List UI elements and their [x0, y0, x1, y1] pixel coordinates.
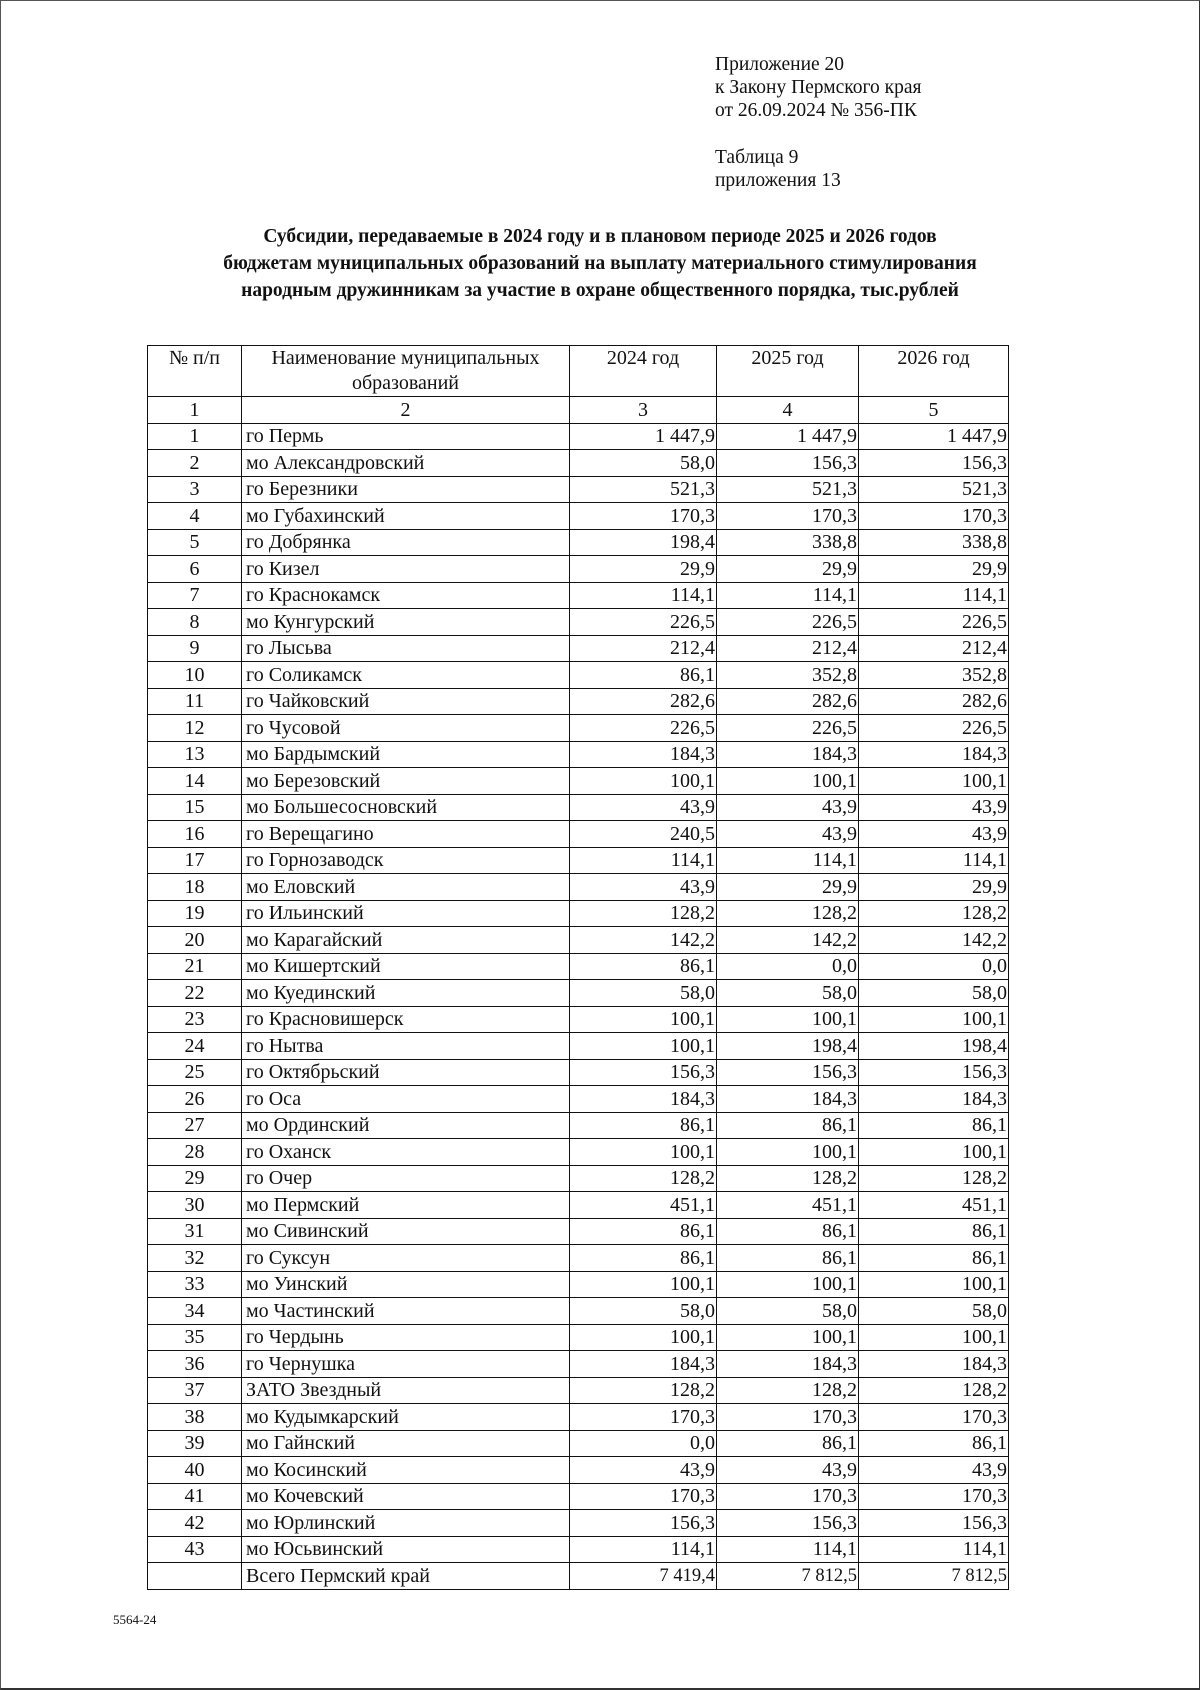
table-row	[148, 1192, 1009, 1219]
table-row	[148, 1324, 1009, 1351]
table-row	[148, 1112, 1009, 1139]
row-number: 37	[148, 1377, 242, 1404]
header-2025: 2025 год	[717, 346, 859, 397]
municipality-name: мо Ординский	[242, 1112, 570, 1139]
row-number: 39	[148, 1430, 242, 1457]
value-2024: 156,3	[570, 1510, 717, 1537]
table-reference: Таблица 9	[715, 147, 799, 168]
row-number: 28	[148, 1139, 242, 1166]
value-2025: 184,3	[717, 741, 859, 768]
table-row	[148, 1059, 1009, 1086]
municipality-name: мо Куединский	[242, 980, 570, 1007]
row-number: 23	[148, 1006, 242, 1033]
value-2024: 156,3	[570, 1059, 717, 1086]
value-2025: 128,2	[717, 1377, 859, 1404]
municipality-name: го Нытва	[242, 1033, 570, 1060]
row-number: 43	[148, 1536, 242, 1563]
value-2024: 170,3	[570, 1404, 717, 1431]
municipality-name: мо Кунгурский	[242, 609, 570, 636]
row-number: 42	[148, 1510, 242, 1537]
value-2024: 0,0	[570, 1430, 717, 1457]
value-2024: 100,1	[570, 768, 717, 795]
municipality-name: го Лысьва	[242, 635, 570, 662]
table-row	[148, 741, 1009, 768]
value-2026: 86,1	[859, 1112, 1009, 1139]
municipality-name: мо Большесосновский	[242, 794, 570, 821]
row-number: 2	[148, 450, 242, 477]
municipality-name: мо Сивинский	[242, 1218, 570, 1245]
header-2024: 2024 год	[570, 346, 717, 397]
subsidy-table	[147, 345, 1009, 1590]
value-2025: 156,3	[717, 1510, 859, 1537]
value-2025: 43,9	[717, 821, 859, 848]
table-row	[148, 1086, 1009, 1113]
municipality-name: мо Березовский	[242, 768, 570, 795]
value-2024: 170,3	[570, 1483, 717, 1510]
value-2026: 29,9	[859, 556, 1009, 583]
value-2024: 521,3	[570, 476, 717, 503]
annex-reference	[715, 53, 921, 192]
table-row	[148, 1006, 1009, 1033]
table-row	[148, 476, 1009, 503]
value-2026: 521,3	[859, 476, 1009, 503]
value-2025: 86,1	[717, 1430, 859, 1457]
municipality-name: го Добрянка	[242, 529, 570, 556]
table-row	[148, 1245, 1009, 1272]
value-2024: 86,1	[570, 1218, 717, 1245]
value-2024: 184,3	[570, 1351, 717, 1378]
value-2024: 86,1	[570, 662, 717, 689]
value-2026: 198,4	[859, 1033, 1009, 1060]
municipality-name: го Чердынь	[242, 1324, 570, 1351]
row-number: 16	[148, 821, 242, 848]
row-number: 18	[148, 874, 242, 901]
municipality-name: го Краснокамск	[242, 582, 570, 609]
value-2026: 282,6	[859, 688, 1009, 715]
value-2025: 86,1	[717, 1112, 859, 1139]
value-2026: 100,1	[859, 768, 1009, 795]
column-index: 3	[570, 397, 717, 424]
title-line: Субсидии, передаваемые в 2024 году и в плановом периоде 2025 и 2026 годов	[263, 226, 937, 247]
row-number: 17	[148, 847, 242, 874]
value-2026: 212,4	[859, 635, 1009, 662]
value-2026: 114,1	[859, 1536, 1009, 1563]
value-2025: 58,0	[717, 980, 859, 1007]
municipality-name: го Оханск	[242, 1139, 570, 1166]
value-2025: 0,0	[717, 953, 859, 980]
total-2026: 7 812,5	[859, 1563, 1009, 1590]
row-number: 10	[148, 662, 242, 689]
value-2026: 86,1	[859, 1218, 1009, 1245]
value-2026: 142,2	[859, 927, 1009, 954]
table-row	[148, 450, 1009, 477]
total-label: Всего Пермский край	[242, 1563, 570, 1590]
value-2025: 86,1	[717, 1218, 859, 1245]
value-2024: 114,1	[570, 582, 717, 609]
value-2026: 170,3	[859, 1404, 1009, 1431]
annex-line: от 26.09.2024 № 356-ПК	[715, 100, 917, 121]
value-2025: 100,1	[717, 1006, 859, 1033]
row-number: 6	[148, 556, 242, 583]
value-2025: 128,2	[717, 900, 859, 927]
value-2026: 43,9	[859, 794, 1009, 821]
value-2026: 86,1	[859, 1430, 1009, 1457]
row-number: 32	[148, 1245, 242, 1272]
table-row	[148, 1377, 1009, 1404]
value-2025: 142,2	[717, 927, 859, 954]
row-number: 41	[148, 1483, 242, 1510]
table-row	[148, 953, 1009, 980]
row-number: 36	[148, 1351, 242, 1378]
table-reference: приложения 13	[715, 170, 841, 191]
municipality-name: мо Александровский	[242, 450, 570, 477]
municipality-name: го Чернушка	[242, 1351, 570, 1378]
municipality-name: го Очер	[242, 1165, 570, 1192]
municipality-name: мо Кишертский	[242, 953, 570, 980]
total-row	[148, 1563, 1009, 1590]
table-row	[148, 609, 1009, 636]
value-2024: 184,3	[570, 1086, 717, 1113]
municipality-name: го Красновишерск	[242, 1006, 570, 1033]
value-2024: 142,2	[570, 927, 717, 954]
table-row	[148, 635, 1009, 662]
value-2025: 29,9	[717, 556, 859, 583]
value-2025: 100,1	[717, 1271, 859, 1298]
value-2026: 100,1	[859, 1271, 1009, 1298]
row-number: 9	[148, 635, 242, 662]
value-2026: 128,2	[859, 900, 1009, 927]
value-2024: 43,9	[570, 1457, 717, 1484]
value-2025: 100,1	[717, 1139, 859, 1166]
value-2026: 100,1	[859, 1006, 1009, 1033]
value-2025: 212,4	[717, 635, 859, 662]
municipality-name: мо Косинский	[242, 1457, 570, 1484]
value-2026: 170,3	[859, 503, 1009, 530]
value-2024: 58,0	[570, 450, 717, 477]
row-number: 31	[148, 1218, 242, 1245]
table-row	[148, 900, 1009, 927]
table-row	[148, 1510, 1009, 1537]
value-2024: 128,2	[570, 1377, 717, 1404]
table-row	[148, 927, 1009, 954]
table-row	[148, 980, 1009, 1007]
municipality-name: мо Уинский	[242, 1271, 570, 1298]
value-2024: 100,1	[570, 1271, 717, 1298]
municipality-name: го Березники	[242, 476, 570, 503]
municipality-name: мо Юрлинский	[242, 1510, 570, 1537]
municipality-name: мо Юсьвинский	[242, 1536, 570, 1563]
row-number: 30	[148, 1192, 242, 1219]
row-number: 5	[148, 529, 242, 556]
row-number: 15	[148, 794, 242, 821]
value-2026: 156,3	[859, 1059, 1009, 1086]
value-2025: 114,1	[717, 847, 859, 874]
value-2024: 58,0	[570, 1298, 717, 1325]
municipality-name: мо Карагайский	[242, 927, 570, 954]
value-2026: 128,2	[859, 1377, 1009, 1404]
value-2025: 114,1	[717, 1536, 859, 1563]
municipality-name: мо Частинский	[242, 1298, 570, 1325]
row-number: 27	[148, 1112, 242, 1139]
table-row	[148, 556, 1009, 583]
value-2024: 100,1	[570, 1139, 717, 1166]
row-number: 29	[148, 1165, 242, 1192]
value-2026: 86,1	[859, 1245, 1009, 1272]
value-2024: 212,4	[570, 635, 717, 662]
value-2026: 1 447,9	[859, 423, 1009, 450]
column-index-row	[148, 397, 1009, 424]
value-2026: 156,3	[859, 450, 1009, 477]
value-2026: 184,3	[859, 1351, 1009, 1378]
header-2026: 2026 год	[859, 346, 1009, 397]
row-number: 33	[148, 1271, 242, 1298]
value-2025: 58,0	[717, 1298, 859, 1325]
value-2025: 114,1	[717, 582, 859, 609]
title-line: народным дружинникам за участие в охране общественного порядка, тыс.рублей	[241, 280, 959, 301]
table-row	[148, 821, 1009, 848]
row-number: 11	[148, 688, 242, 715]
table-row	[148, 423, 1009, 450]
municipality-name: го Верещагино	[242, 821, 570, 848]
table-row	[148, 503, 1009, 530]
municipality-name: мо Пермский	[242, 1192, 570, 1219]
annex-line: Приложение 20	[715, 54, 845, 75]
value-2025: 86,1	[717, 1245, 859, 1272]
value-2025: 352,8	[717, 662, 859, 689]
value-2025: 226,5	[717, 715, 859, 742]
value-2025: 521,3	[717, 476, 859, 503]
value-2024: 226,5	[570, 715, 717, 742]
value-2025: 282,6	[717, 688, 859, 715]
row-number: 40	[148, 1457, 242, 1484]
value-2024: 100,1	[570, 1033, 717, 1060]
value-2026: 170,3	[859, 1483, 1009, 1510]
value-2024: 43,9	[570, 874, 717, 901]
row-number: 14	[148, 768, 242, 795]
table-row	[148, 688, 1009, 715]
table-row	[148, 768, 1009, 795]
municipality-name: го Ильинский	[242, 900, 570, 927]
annex-line: к Закону Пермского края	[715, 77, 922, 98]
row-number: 13	[148, 741, 242, 768]
value-2026: 451,1	[859, 1192, 1009, 1219]
value-2024: 198,4	[570, 529, 717, 556]
table-row	[148, 1298, 1009, 1325]
value-2025: 156,3	[717, 450, 859, 477]
row-number: 20	[148, 927, 242, 954]
column-index: 4	[717, 397, 859, 424]
row-number: 19	[148, 900, 242, 927]
value-2024: 226,5	[570, 609, 717, 636]
row-number: 38	[148, 1404, 242, 1431]
total-2024: 7 419,4	[570, 1563, 717, 1590]
value-2026: 29,9	[859, 874, 1009, 901]
annex-spacer	[715, 122, 921, 146]
header-number: № п/п	[148, 346, 242, 397]
value-2025: 1 447,9	[717, 423, 859, 450]
value-2026: 184,3	[859, 741, 1009, 768]
municipality-name: го Кизел	[242, 556, 570, 583]
table-row	[148, 1139, 1009, 1166]
value-2026: 100,1	[859, 1139, 1009, 1166]
table-row	[148, 1271, 1009, 1298]
value-2025: 156,3	[717, 1059, 859, 1086]
value-2024: 128,2	[570, 1165, 717, 1192]
row-number: 7	[148, 582, 242, 609]
row-number: 4	[148, 503, 242, 530]
table-row	[148, 1165, 1009, 1192]
value-2026: 226,5	[859, 715, 1009, 742]
table-row	[148, 1536, 1009, 1563]
row-number: 1	[148, 423, 242, 450]
municipality-name: го Чайковский	[242, 688, 570, 715]
value-2024: 128,2	[570, 900, 717, 927]
municipality-name: го Горнозаводск	[242, 847, 570, 874]
value-2024: 240,5	[570, 821, 717, 848]
municipality-name: мо Гайнский	[242, 1430, 570, 1457]
row-number: 34	[148, 1298, 242, 1325]
value-2026: 58,0	[859, 980, 1009, 1007]
table-row	[148, 1351, 1009, 1378]
value-2025: 184,3	[717, 1351, 859, 1378]
value-2026: 100,1	[859, 1324, 1009, 1351]
value-2025: 29,9	[717, 874, 859, 901]
table-row	[148, 1033, 1009, 1060]
value-2026: 338,8	[859, 529, 1009, 556]
value-2026: 114,1	[859, 582, 1009, 609]
row-number: 22	[148, 980, 242, 1007]
value-2025: 43,9	[717, 794, 859, 821]
table-row	[148, 874, 1009, 901]
row-number: 8	[148, 609, 242, 636]
value-2025: 451,1	[717, 1192, 859, 1219]
value-2026: 0,0	[859, 953, 1009, 980]
value-2026: 226,5	[859, 609, 1009, 636]
value-2025: 170,3	[717, 1404, 859, 1431]
table-row	[148, 1457, 1009, 1484]
value-2025: 43,9	[717, 1457, 859, 1484]
value-2024: 100,1	[570, 1006, 717, 1033]
value-2024: 86,1	[570, 953, 717, 980]
table-row	[148, 662, 1009, 689]
value-2025: 198,4	[717, 1033, 859, 1060]
value-2024: 184,3	[570, 741, 717, 768]
value-2026: 58,0	[859, 1298, 1009, 1325]
value-2025: 100,1	[717, 1324, 859, 1351]
municipality-name: мо Еловский	[242, 874, 570, 901]
table-row	[148, 1430, 1009, 1457]
table-row	[148, 582, 1009, 609]
table-row	[148, 1218, 1009, 1245]
value-2026: 184,3	[859, 1086, 1009, 1113]
title-line: бюджетам муниципальных образований на выплату материального стимулирования	[223, 253, 977, 274]
value-2025: 170,3	[717, 503, 859, 530]
value-2024: 282,6	[570, 688, 717, 715]
value-2026: 43,9	[859, 1457, 1009, 1484]
value-2024: 43,9	[570, 794, 717, 821]
row-number: 3	[148, 476, 242, 503]
row-number: 21	[148, 953, 242, 980]
header-name: Наименование муниципальных образований	[242, 346, 570, 397]
municipality-name: го Соликамск	[242, 662, 570, 689]
value-2025: 170,3	[717, 1483, 859, 1510]
table-row	[148, 529, 1009, 556]
value-2025: 338,8	[717, 529, 859, 556]
value-2024: 114,1	[570, 847, 717, 874]
value-2024: 100,1	[570, 1324, 717, 1351]
table-body	[148, 423, 1009, 1563]
value-2025: 128,2	[717, 1165, 859, 1192]
municipality-name: ЗАТО Звездный	[242, 1377, 570, 1404]
table-row	[148, 1483, 1009, 1510]
document-title	[100, 223, 1100, 304]
municipality-name: мо Губахинский	[242, 503, 570, 530]
row-number: 24	[148, 1033, 242, 1060]
value-2026: 128,2	[859, 1165, 1009, 1192]
value-2026: 156,3	[859, 1510, 1009, 1537]
column-index: 1	[148, 397, 242, 424]
municipality-name: го Чусовой	[242, 715, 570, 742]
value-2024: 170,3	[570, 503, 717, 530]
value-2024: 58,0	[570, 980, 717, 1007]
municipality-name: мо Бардымский	[242, 741, 570, 768]
column-index: 2	[242, 397, 570, 424]
municipality-name: го Октябрьский	[242, 1059, 570, 1086]
table-row	[148, 715, 1009, 742]
value-2024: 1 447,9	[570, 423, 717, 450]
value-2026: 43,9	[859, 821, 1009, 848]
value-2024: 29,9	[570, 556, 717, 583]
municipality-name: мо Кудымкарский	[242, 1404, 570, 1431]
total-number	[148, 1563, 242, 1590]
value-2025: 100,1	[717, 768, 859, 795]
value-2024: 114,1	[570, 1536, 717, 1563]
value-2026: 114,1	[859, 847, 1009, 874]
total-2025: 7 812,5	[717, 1563, 859, 1590]
header-row	[148, 346, 1009, 397]
table-row	[148, 847, 1009, 874]
value-2024: 86,1	[570, 1112, 717, 1139]
value-2025: 184,3	[717, 1086, 859, 1113]
municipality-name: го Оса	[242, 1086, 570, 1113]
document-code: 5564-24	[113, 1612, 157, 1627]
table-row	[148, 794, 1009, 821]
column-index: 5	[859, 397, 1009, 424]
municipality-name: го Пермь	[242, 423, 570, 450]
row-number: 12	[148, 715, 242, 742]
value-2024: 451,1	[570, 1192, 717, 1219]
table-row	[148, 1404, 1009, 1431]
municipality-name: мо Кочевский	[242, 1483, 570, 1510]
row-number: 26	[148, 1086, 242, 1113]
row-number: 25	[148, 1059, 242, 1086]
row-number: 35	[148, 1324, 242, 1351]
value-2026: 352,8	[859, 662, 1009, 689]
municipality-name: го Суксун	[242, 1245, 570, 1272]
value-2024: 86,1	[570, 1245, 717, 1272]
value-2025: 226,5	[717, 609, 859, 636]
